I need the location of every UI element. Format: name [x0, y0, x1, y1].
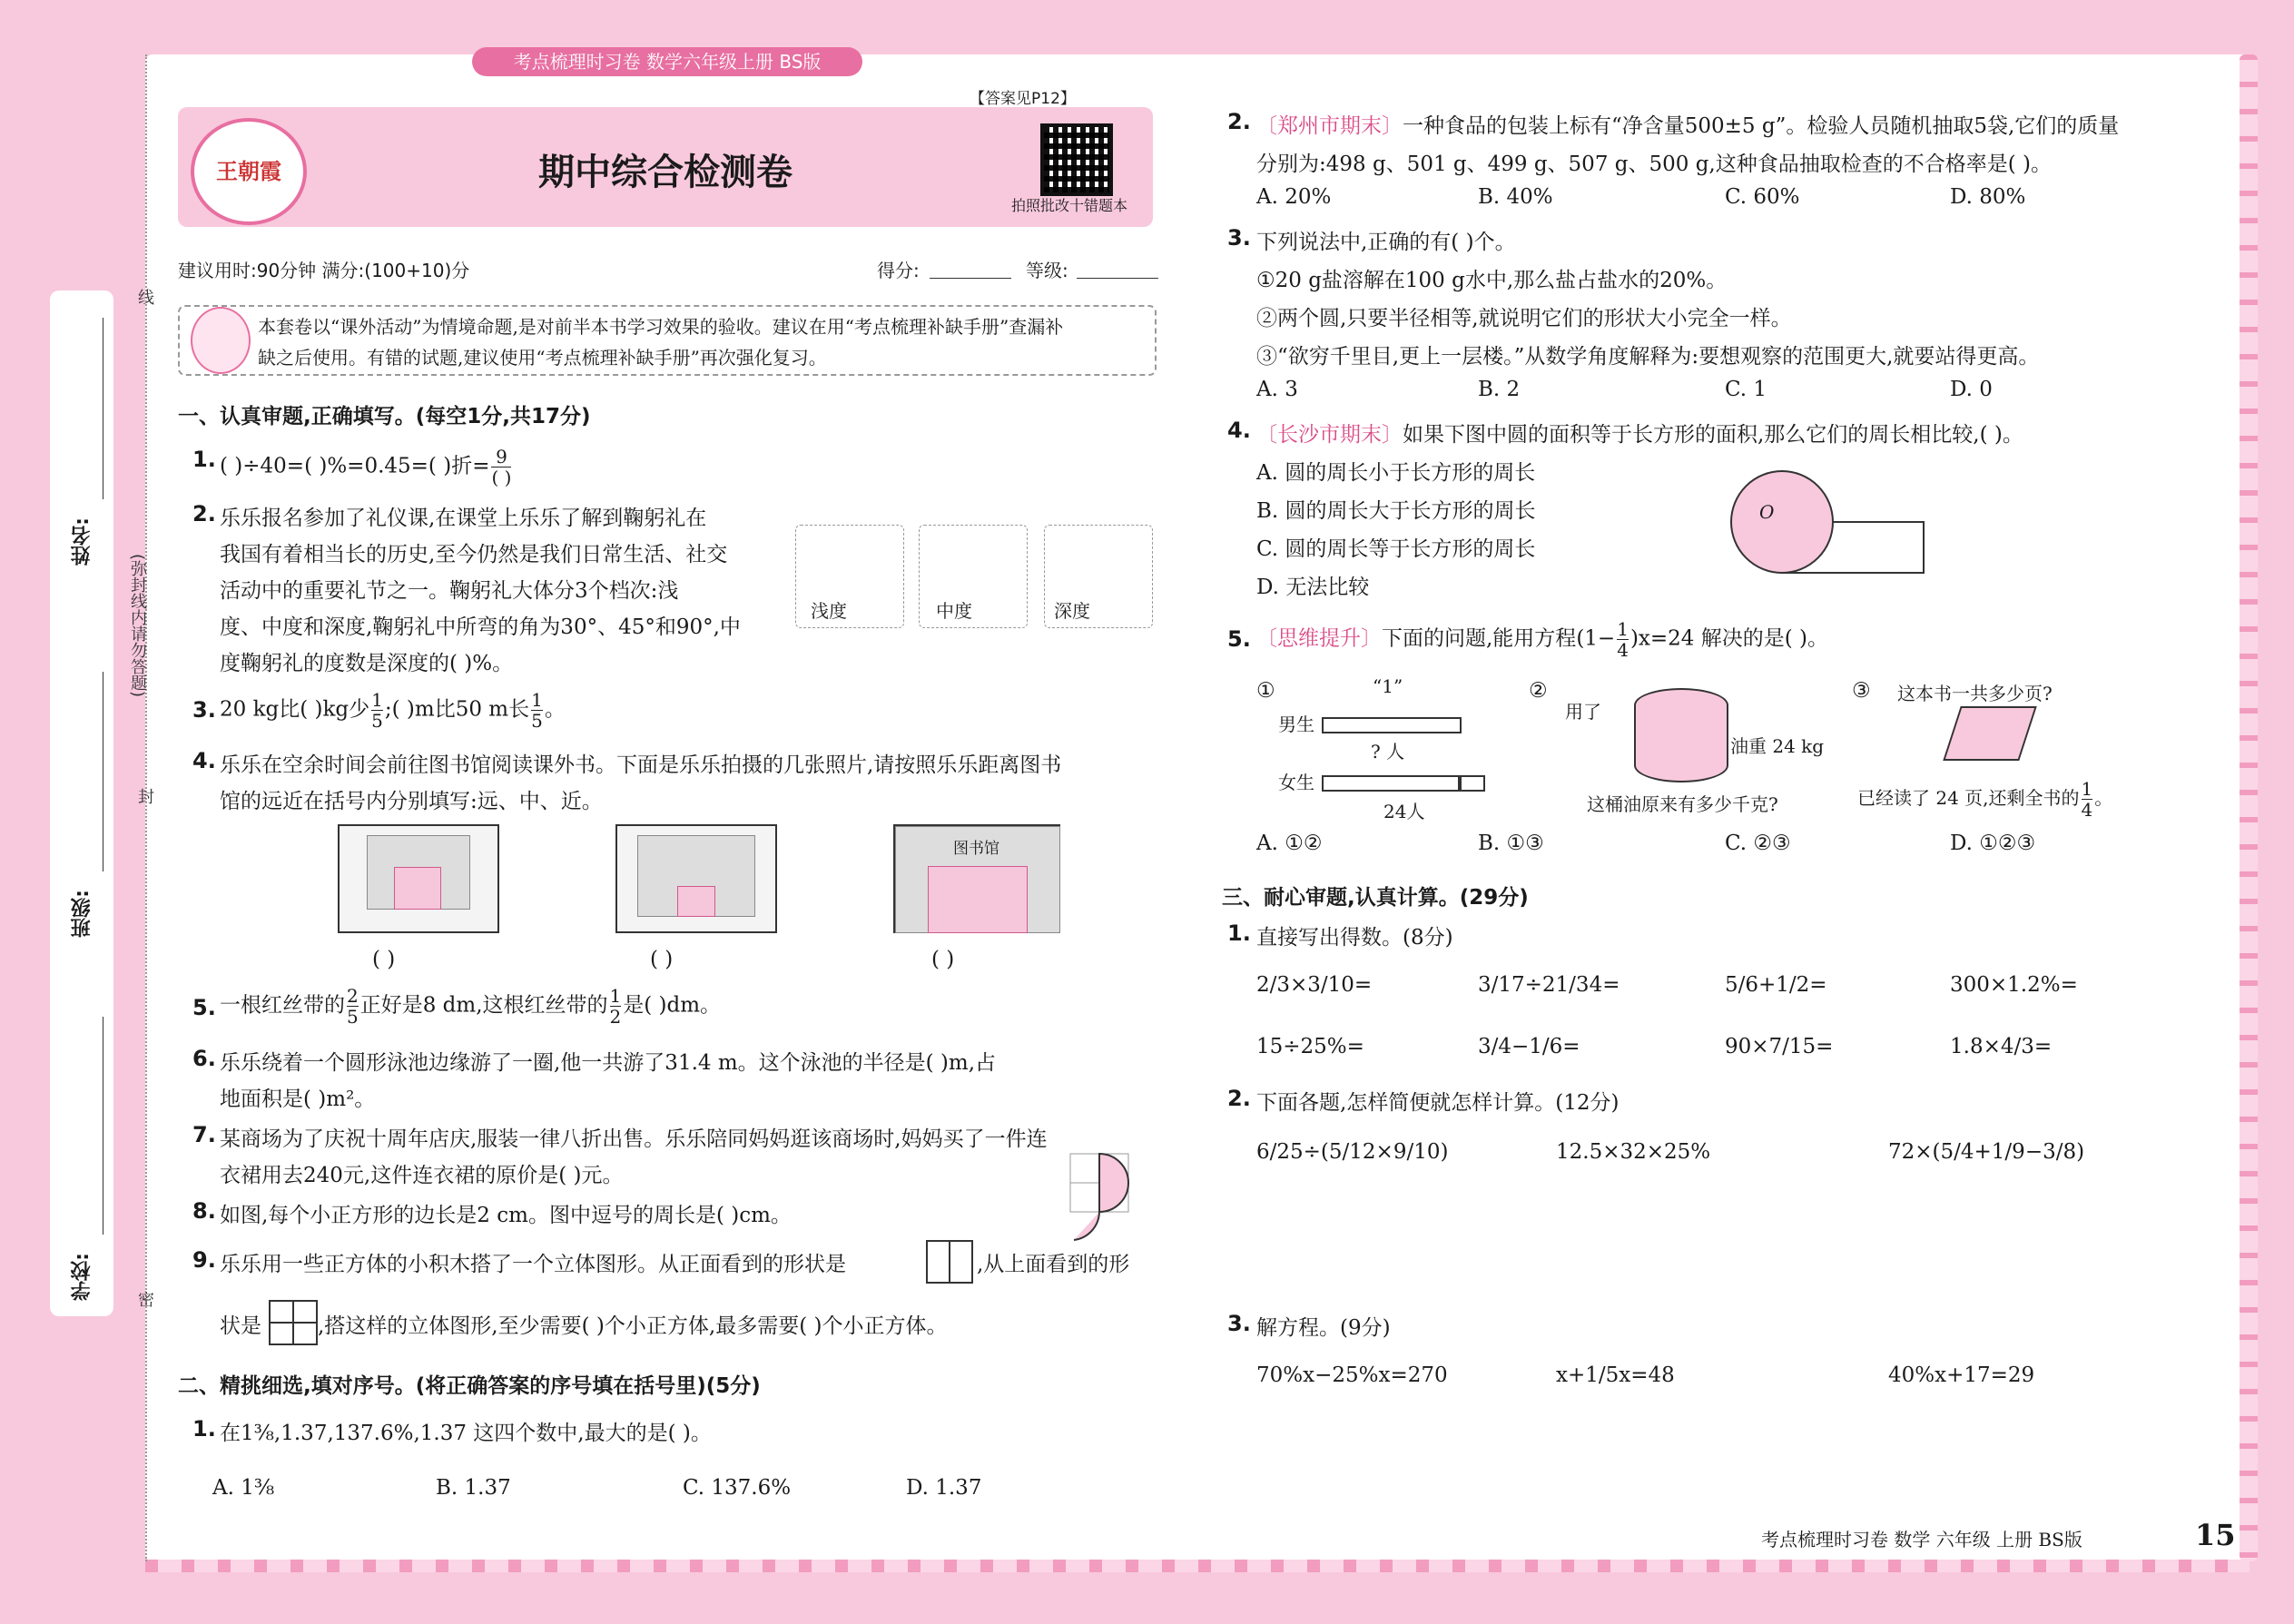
q2-5-option-b: B. ①③ [1478, 832, 1544, 855]
q2-3-option-a: A. 3 [1256, 378, 1298, 401]
q2-4-text: 〔长沙市期末〕如果下图中圆的面积等于长方形的面积,那么它们的周长相比较,( )。 [1256, 423, 2023, 447]
q2-4-option-c: C. 圆的周长等于长方形的周长 [1256, 537, 1536, 561]
q2-1-option-d: D. 1.37 [906, 1476, 982, 1500]
bow-figure-shallow [795, 525, 904, 628]
bow-label-medium: 中度 [936, 600, 972, 622]
q2-3-item-2: ②两个圆,只要半径相等,就说明它们的形状大小完全一样。 [1256, 307, 1792, 330]
q1-4-number: 4. [192, 748, 216, 773]
title-header [178, 107, 1153, 227]
q2-5-option-d: D. ①②③ [1950, 832, 2036, 855]
q1-7-number: 7. [192, 1122, 216, 1147]
calc-item-5: 15÷25%= [1256, 1035, 1364, 1058]
q2-3-option-d: D. 0 [1950, 378, 1993, 401]
answer-key-note: 【答案见P12】 [970, 90, 1076, 108]
calc-item-6: 3/4−1/6= [1478, 1035, 1580, 1058]
q1-7-line-1: 某商场为了庆祝十周年店庆,服装一律八折出售。乐乐陪同妈妈逛该商场时,妈妈买了一件连 [220, 1127, 1048, 1151]
q3-2-number: 2. [1227, 1086, 1251, 1111]
page-number: 15 [2195, 1518, 2236, 1552]
door-1 [394, 867, 441, 910]
q3-3-text: 解方程。(9分) [1256, 1316, 1391, 1340]
q1-4-line-1: 乐乐在空余时间会前往图书馆阅读课外书。下面是乐乐拍摄的几张照片,请按照乐乐距离图书 [220, 753, 1062, 777]
fig-1-mark: ① [1256, 679, 1275, 703]
q2-2-number: 2. [1227, 109, 1251, 134]
bottom-wavy-border [145, 1560, 2250, 1572]
photo-3-blank: ( ) [931, 948, 955, 971]
q2-4-option-a: A. 圆的周长小于长方形的周长 [1256, 461, 1536, 485]
note-line-2: 缺之后使用。有错的试题,建议使用“考点梳理补缺手册”再次强化复习。 [258, 347, 827, 369]
q1-6-line-1: 乐乐绕着一个圆形泳池边缘游了一圈,他一共游了31.4 m。这个泳池的半径是( )m,占 [220, 1051, 997, 1075]
comma-figure [1069, 1153, 1129, 1244]
fig-1-boy-label: 男生 [1278, 714, 1314, 735]
score-blank [930, 278, 1011, 279]
seal-feng: 封 [135, 788, 154, 804]
binding-strip [50, 290, 113, 1316]
q2-2-line-1: 〔郑州市期末〕一种食品的包装上标有“净含量500±5 g”。检验人员随机抽取5袋,它们的质量 [1256, 114, 2120, 138]
section-3-title: 三、耐心审题,认真计算。(29分) [1222, 886, 1529, 910]
fig-1-girl-bar [1322, 775, 1462, 792]
q2-5-text: 〔思维提升〕下面的问题,能用方程(1− $\frac{1}{4}$ )x=24 解决的是( )。 [1256, 618, 1828, 661]
q2-5-option-c: C. ②③ [1725, 832, 1791, 855]
seal-dotted-line [145, 54, 148, 1561]
q2-2-line-2: 分别为:498 g、501 g、499 g、507 g、500 g,这种食品抽取检查的不合格率是( )。 [1256, 153, 2052, 176]
circle-center-label: O [1759, 501, 1775, 523]
q1-2-line-5: 度鞠躬礼的度数是深度的( )%。 [220, 652, 514, 675]
bow-label-deep: 深度 [1054, 600, 1090, 622]
q2-1-option-a: A. 1⅜ [212, 1476, 275, 1500]
q2-2-option-b: B. 40% [1478, 185, 1553, 209]
q3-1-number: 1. [1227, 920, 1251, 946]
q1-5-text: 一根红丝带的 $\frac{2}{5}$ 正好是8 dm,这根红丝带的 $\frac{1}{2}$ 是( )dm。 [220, 985, 722, 1028]
door-3 [928, 866, 1028, 933]
grade-blank [1077, 278, 1158, 279]
q1-8-text: 如图,每个小正方形的边长是2 cm。图中逗号的周长是( )cm。 [220, 1204, 792, 1227]
q1-3-number: 3. [192, 697, 216, 723]
seal-mi: 密 [135, 1291, 154, 1307]
q1-4-line-2: 馆的远近在括号内分别填写:远、中、近。 [220, 790, 603, 813]
q1-8-number: 8. [192, 1198, 216, 1224]
simplify-item-1: 6/25÷(5/12×9/10) [1256, 1140, 1449, 1164]
front-view-shape [926, 1240, 973, 1284]
q1-2-line-2: 我国有着相当长的历史,至今仍然是我们日常生活、社交 [220, 543, 728, 566]
q2-5-number: 5. [1227, 626, 1251, 652]
q2-3-item-3: ③“欲穷千里目,更上一层楼。”从数学角度解释为:要想观察的范围更大,就要站得更高。 [1256, 345, 2040, 369]
q2-2-option-c: C. 60% [1725, 185, 1800, 209]
seal-warning: (弥封线内请勿答题) [128, 554, 147, 698]
q1-3-text: 20 kg比( )kg少 $\frac{1}{5}$ ;( )m比50 m长 $\frac{1}{5}$ 。 [220, 689, 566, 732]
fig-1-girl-label: 女生 [1278, 772, 1314, 793]
equation-item-2: x+1/5x=48 [1556, 1363, 1675, 1387]
q1-2-line-4: 度、中度和深度,鞠躬礼中所弯的角为30°、45°和90°,中 [220, 615, 741, 639]
q2-4-option-d: D. 无法比较 [1256, 576, 1370, 599]
right-wavy-border [2240, 54, 2258, 1561]
q1-1-text: ( )÷40=( )%=0.45=( )折= 9 ( ) [220, 446, 512, 488]
simplify-item-3: 72×(5/4+1/9−3/8) [1888, 1140, 2085, 1164]
photo-2-blank: ( ) [650, 948, 674, 971]
equation-item-3: 40%x+17=29 [1888, 1363, 2035, 1387]
q2-2-option-d: D. 80% [1950, 185, 2026, 209]
q1-9-text-b: ,从上面看到的形 [977, 1253, 1130, 1276]
q2-1-option-c: C. 137.6% [683, 1476, 792, 1500]
fig-1-question: ? 人 [1371, 741, 1405, 763]
q1-9-text-c: 状是 [220, 1314, 261, 1338]
q2-3-option-c: C. 1 [1725, 378, 1767, 401]
fig-3-mark: ③ [1852, 679, 1871, 703]
calc-item-3: 5/6+1/2= [1725, 973, 1827, 997]
note-line-1: 本套卷以“课外活动”为情境命题,是对前半本书学习效果的验收。建议在用“考点梳理补缺手册”查漏补 [258, 316, 1064, 338]
top-banner: 考点梳理时习卷 数学六年级上册 BS版 [472, 47, 862, 76]
library-photo-3 [893, 824, 1060, 933]
library-sign: 图书馆 [953, 840, 999, 858]
class-label: 班级: [71, 890, 94, 938]
q2-5-option-a: A. ①② [1256, 832, 1323, 855]
footer-text: 考点梳理时习卷 数学 六年级 上册 BS版 [1761, 1529, 2082, 1550]
fig-1-girl-extra [1458, 775, 1485, 792]
calc-item-2: 3/17÷21/34= [1478, 973, 1620, 997]
q1-1-number: 1. [192, 447, 216, 472]
q2-1-text: 在1⅜,1.37,137.6%,1.37 这四个数中,最大的是( )。 [220, 1422, 712, 1445]
q3-3-number: 3. [1227, 1311, 1251, 1336]
grade-label: 等级: [1026, 260, 1068, 281]
score-label: 得分: [877, 260, 920, 281]
q2-3-option-b: B. 2 [1478, 378, 1521, 401]
fig-3-read-label: 已经读了 24 页,还剩全书的 $\frac{1}{4}$ 。 [1857, 778, 2113, 821]
fig-1-one-label: “1” [1373, 675, 1403, 697]
q2-1-option-b: B. 1.37 [436, 1476, 511, 1500]
q2-3-text: 下列说法中,正确的有( )个。 [1256, 231, 1516, 254]
q1-2-line-1: 乐乐报名参加了礼仪课,在课堂上乐乐了解到鞠躬礼在 [220, 507, 707, 530]
q2-3-number: 3. [1227, 225, 1251, 251]
bow-figure-medium [919, 525, 1028, 628]
calc-item-8: 1.8×4/3= [1950, 1035, 2053, 1058]
calc-item-4: 300×1.2%= [1950, 973, 2078, 997]
q1-7-line-2: 衣裙用去240元,这件连衣裙的原价是( )元。 [220, 1164, 624, 1187]
bow-label-shallow: 浅度 [811, 600, 847, 622]
q2-2-option-a: A. 20% [1256, 185, 1332, 209]
q1-2-line-3: 活动中的重要礼节之一。鞠躬礼大体分3个档次:浅 [220, 579, 679, 603]
q3-1-text: 直接写出得数。(8分) [1256, 926, 1453, 950]
q2-4-number: 4. [1227, 418, 1251, 443]
library-photo-2 [615, 824, 777, 933]
equation-item-1: 70%x−25%x=270 [1256, 1363, 1448, 1387]
section-1-title: 一、认真审题,正确填写。(每空1分,共17分) [178, 405, 591, 428]
girl-icon [191, 307, 251, 374]
q1-5-number: 5. [192, 995, 216, 1020]
q1-9-text-d: ,搭这样的立体图形,至少需要( )个小正方体,最多需要( )个小正方体。 [318, 1314, 948, 1338]
q1-6-number: 6. [192, 1046, 216, 1071]
circle-shape [1730, 470, 1834, 574]
calc-item-7: 90×7/15= [1725, 1035, 1834, 1058]
photo-1-blank: ( ) [372, 948, 396, 971]
q1-9-number: 9. [192, 1247, 216, 1273]
q1-9-text-a: 乐乐用一些正方体的小积木搭了一个立体图形。从正面看到的形状是 [220, 1253, 846, 1276]
logo: 王朝霞 [191, 118, 307, 225]
fig-2-question: 这桶油原来有多少千克? [1587, 793, 1778, 815]
qr-caption: 拍照批改十错题本 [1011, 197, 1128, 214]
fig-2-used-label: 用了 [1565, 701, 1601, 723]
seal-xian: 线 [135, 289, 154, 305]
calc-item-1: 2/3×3/10= [1256, 973, 1373, 997]
q1-6-line-2: 地面积是( )m²。 [220, 1088, 376, 1111]
fig-2-mark: ② [1529, 679, 1548, 703]
time-info: 建议用时:90分钟 满分:(100+10)分 [178, 260, 470, 281]
door-2 [677, 886, 715, 917]
fig-3-question: 这本书一共多少页? [1897, 683, 2053, 704]
school-label: 学校: [71, 1253, 94, 1301]
simplify-item-2: 12.5×32×25% [1556, 1140, 1711, 1164]
q2-4-option-b: B. 圆的周长大于长方形的周长 [1256, 499, 1536, 523]
q3-2-text: 下面各题,怎样简便就怎样计算。(12分) [1256, 1091, 1620, 1115]
page-title: 期中综合检测卷 [538, 152, 793, 193]
q2-1-number: 1. [192, 1416, 216, 1442]
bow-figure-deep [1044, 525, 1153, 628]
q2-3-item-1: ①20 g盐溶解在100 g水中,那么盐占盐水的20%。 [1256, 269, 1728, 292]
library-photo-1 [338, 824, 499, 933]
oil-barrel-icon [1634, 688, 1728, 782]
fig-1-boy-bar [1322, 717, 1462, 733]
section-2-title: 二、精挑细选,填对序号。(将正确答案的序号填在括号里)(5分) [178, 1374, 761, 1398]
fig-2-oil-label: 油重 24 kg [1730, 735, 1825, 757]
qr-code-icon [1040, 123, 1113, 196]
name-label: 姓名: [71, 517, 94, 566]
top-view-shape [269, 1300, 318, 1345]
fig-1-24-label: 24人 [1383, 801, 1425, 822]
q1-2-number: 2. [192, 501, 216, 527]
